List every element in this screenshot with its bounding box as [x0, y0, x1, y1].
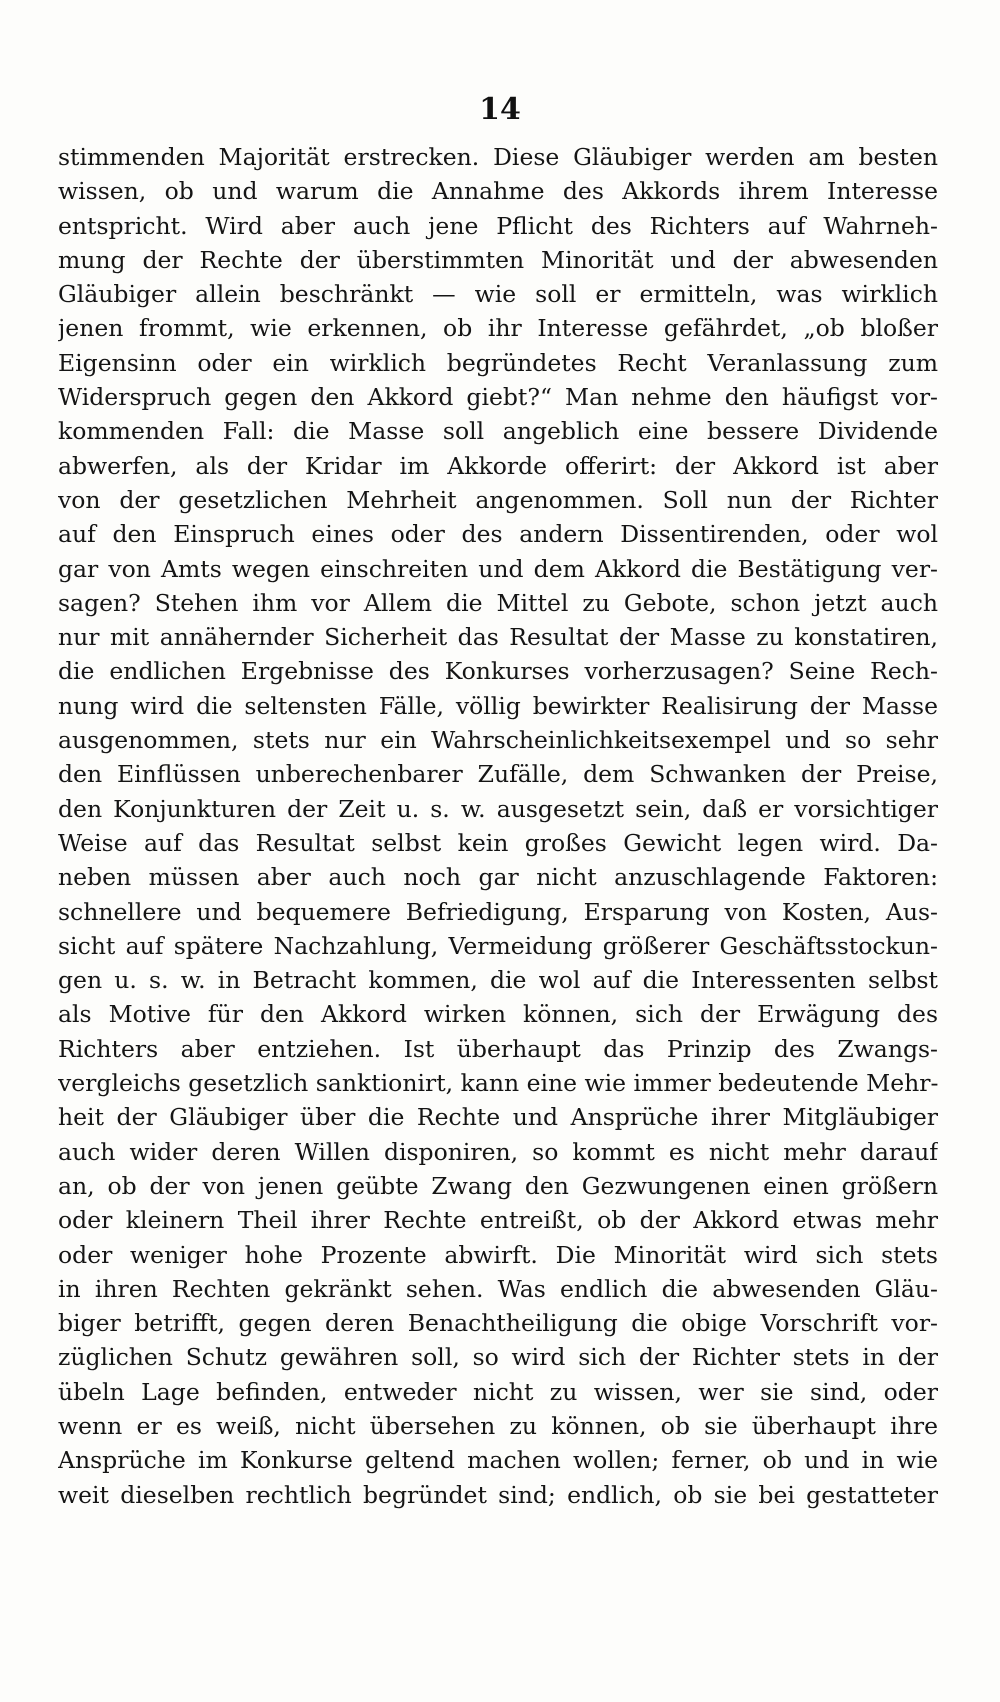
text-line: ausgenommen, stets nur ein Wahrscheinlichkeitsexempel und so sehr — [58, 726, 938, 755]
text-line: Richters aber entziehen. Ist überhaupt das Prinzip des Zwangs- — [58, 1034, 938, 1063]
text-line: mung der Rechte der überstimmten Minorität und der abwesenden — [58, 245, 938, 274]
text-line: wenn er es weiß, nicht übersehen zu können, ob sie überhaupt ihre — [58, 1411, 938, 1440]
text-line: Widerspruch gegen den Akkord giebt?“ Man nehme den häufigst vor- — [58, 383, 938, 412]
text-line: gar von Amts wegen einschreiten und dem Akkord die Bestätigung ver- — [58, 554, 938, 583]
text-line: züglichen Schutz gewähren soll, so wird sich der Richter stets in der — [58, 1343, 938, 1372]
text-line: oder kleinern Theil ihrer Rechte entreißt, ob der Akkord etwas mehr — [58, 1206, 938, 1235]
text-line: als Motive für den Akkord wirken können, sich der Erwägung des — [58, 1000, 938, 1029]
text-line: auch wider deren Willen disponiren, so kommt es nicht mehr darauf — [58, 1137, 938, 1166]
text-line: nur mit annähernder Sicherheit das Resultat der Masse zu konstatiren, — [58, 623, 938, 652]
text-line: Weise auf das Resultat selbst kein großes Gewicht legen wird. Da- — [58, 828, 938, 857]
text-line: neben müssen aber auch noch gar nicht anzuschlagende Faktoren: — [58, 863, 938, 892]
text-line: die endlichen Ergebnisse des Konkurses vorherzusagen? Seine Rech- — [58, 657, 938, 686]
text-line: heit der Gläubiger über die Rechte und Ansprüche ihrer Mitgläubiger — [58, 1103, 938, 1132]
text-line: Ansprüche im Konkurse geltend machen wollen; ferner, ob und in wie — [58, 1446, 938, 1475]
text-line: stimmenden Majorität erstrecken. Diese Gläubiger werden am besten — [58, 143, 938, 171]
text-line: in ihren Rechten gekränkt sehen. Was endlich die abwesenden Gläu- — [58, 1274, 938, 1303]
page-number: 14 — [479, 92, 521, 127]
text-line: vergleichs gesetzlich sanktionirt, kann eine wie immer bedeutende Mehr- — [58, 1069, 938, 1098]
text-line: übeln Lage befinden, entweder nicht zu wissen, wer sie sind, oder — [58, 1377, 938, 1406]
text-line: gen u. s. w. in Betracht kommen, die wol auf die Interessenten selbst — [58, 966, 938, 995]
text-line: sicht auf spätere Nachzahlung, Vermeidung größerer Geschäftsstockun- — [58, 931, 938, 960]
text-line: auf den Einspruch eines oder des andern Dissentirenden, oder wol — [58, 520, 938, 549]
text-line: Gläubiger allein beschränkt — wie soll er ermitteln, was wirklich — [58, 280, 938, 309]
text-line: kommenden Fall: die Masse soll angeblich eine bessere Dividende — [58, 417, 938, 446]
text-line: jenen frommt, wie erkennen, ob ihr Interesse gefährdet, „ob bloßer — [58, 314, 938, 343]
text-line: biger betrifft, gegen deren Benachtheiligung die obige Vorschrift vor- — [58, 1309, 938, 1338]
text-line: an, ob der von jenen geübte Zwang den Gezwungenen einen größern — [58, 1171, 938, 1200]
text-line: Eigensinn oder ein wirklich begründetes Recht Veranlassung zum — [58, 348, 938, 377]
text-line: entspricht. Wird aber auch jene Pflicht des Richters auf Wahrneh- — [58, 211, 938, 240]
text-line: sagen? Stehen ihm vor Allem die Mittel zu Gebote, schon jetzt auch — [58, 588, 938, 617]
text-line: den Konjunkturen der Zeit u. s. w. ausgesetzt sein, daß er vorsichtiger — [58, 794, 938, 823]
text-line: den Einflüssen unberechenbarer Zufälle, dem Schwanken der Preise, — [58, 760, 938, 789]
text-line: oder weniger hohe Prozente abwirft. Die Minorität wird sich stets — [58, 1240, 938, 1269]
text-line: weit dieselben rechtlich begründet sind; endlich, ob sie bei gestatteter — [58, 1480, 938, 1509]
text-line: von der gesetzlichen Mehrheit angenommen. Soll nun der Richter — [58, 485, 938, 514]
text-line: wissen, ob und warum die Annahme des Akkords ihrem Interesse — [58, 177, 938, 206]
text-line: schnellere und bequemere Befriedigung, Ersparung von Kosten, Aus- — [58, 897, 938, 926]
body-text — [58, 140, 938, 1512]
text-line: nung wird die seltensten Fälle, völlig bewirkter Realisirung der Masse — [58, 691, 938, 720]
text-line: abwerfen, als der Kridar im Akkorde offerirt: der Akkord ist aber — [58, 451, 938, 480]
